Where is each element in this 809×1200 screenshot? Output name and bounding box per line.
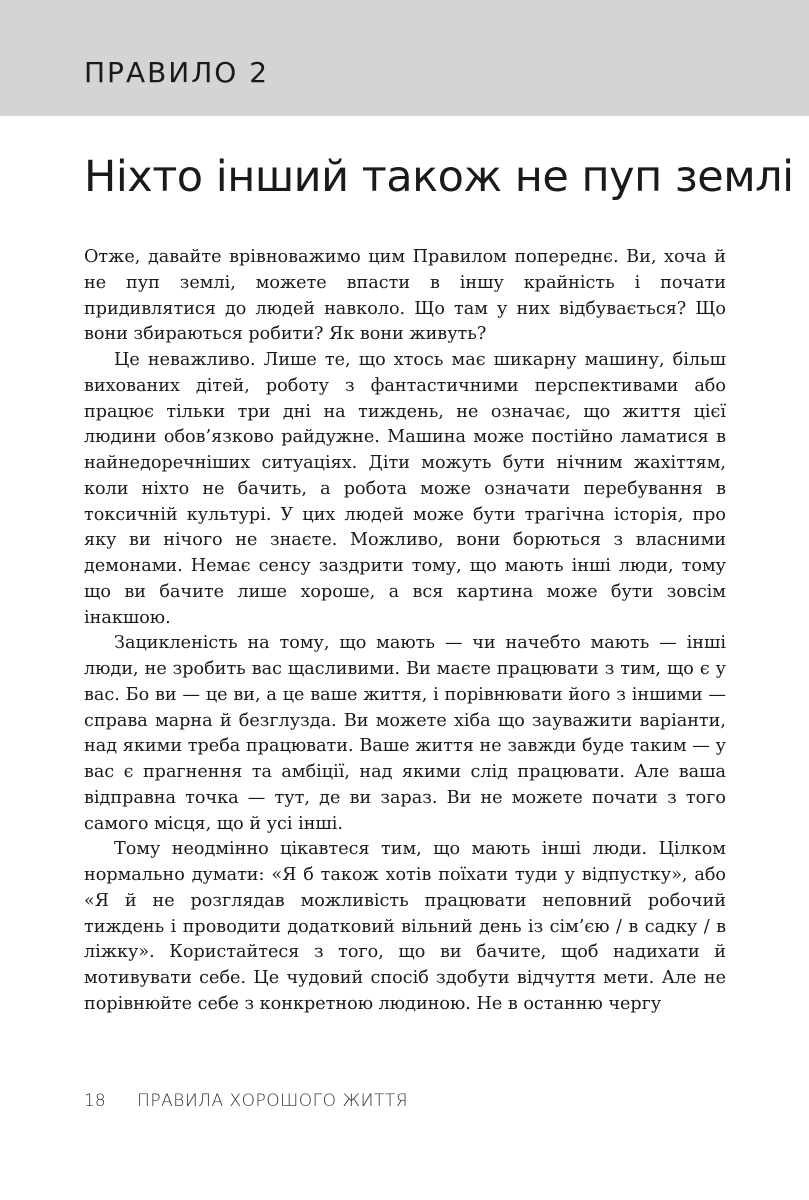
running-book-title: ПРАВИЛА ХОРОШОГО ЖИТТЯ bbox=[137, 1091, 409, 1111]
chapter-header-band bbox=[0, 0, 809, 116]
paragraph-2: Це неважливо. Лише те, що хтось має шикарну машину, більш вихованих дітей, роботу з фантастичними перспективами або працює тільки три дні на тиждень, не означає, що життя цієї людини обов’язково райдужне. Машина може постійно ламатися в найнедоречніших ситуаціях. Діти можуть бути нічним жахіттям, коли ніхто не бачить, а робота може означати перебування в токсичній культурі. У цих людей може бути трагічна історія, про яку ви нічого не знаєте. Можливо, вони борються з власними демонами. Немає сенсу заздрити тому, що мають інші люди, тому що ви бачите лише хороше, а вся картина може бути зовсім інакшою. bbox=[84, 350, 726, 628]
body-text bbox=[84, 245, 726, 1018]
paragraph-1: Отже, давайте врівноважимо цим Правилом попереднє. Ви, хоча й не пуп землі, можете впасти в іншу крайність і почати придивлятися до людей навколо. Що там у них відбувається? Що вони збираються робити? Як вони живуть? bbox=[84, 247, 726, 345]
page-footer bbox=[84, 1091, 408, 1111]
paragraph-3: Зацикленість на тому, що мають — чи начебто мають — інші люди, не зробить вас щасливими. Ви маєте працювати з тим, що є у вас. Бо ви — це ви, а це ваше життя, і порівнювати його з іншими — справа марна й безглузда. Ви можете хіба що зауважити варіанти, над якими треба працювати. Ваше життя не завжди буде таким — у вас є прагнення та амбіції, над якими слід працювати. Але ваша відправна точка — тут, де ви зараз. Ви не можете почати з того самого місця, що й усі інші. bbox=[84, 633, 726, 834]
chapter-title: Ніхто інший також не пуп землі bbox=[84, 152, 794, 202]
page-number: 18 bbox=[84, 1091, 106, 1111]
paragraph-4: Тому неодмінно цікавтеся тим, що мають інші люди. Цілком нормально думати: «Я б також хотів поїхати туди у відпустку», або «Я й не розглядав можливість працювати неповний робочий тиждень і проводити додатковий вільний день із сім’єю / в садку / в ліжку». Користайтеся з того, що ви бачите, щоб надихати й мотивувати себе. Це чудовий спосіб здобути відчуття мети. Але не порівнюйте себе з конкретною людиною. Не в останню чергу bbox=[84, 839, 726, 1014]
rule-label: ПРАВИЛО 2 bbox=[84, 56, 270, 89]
